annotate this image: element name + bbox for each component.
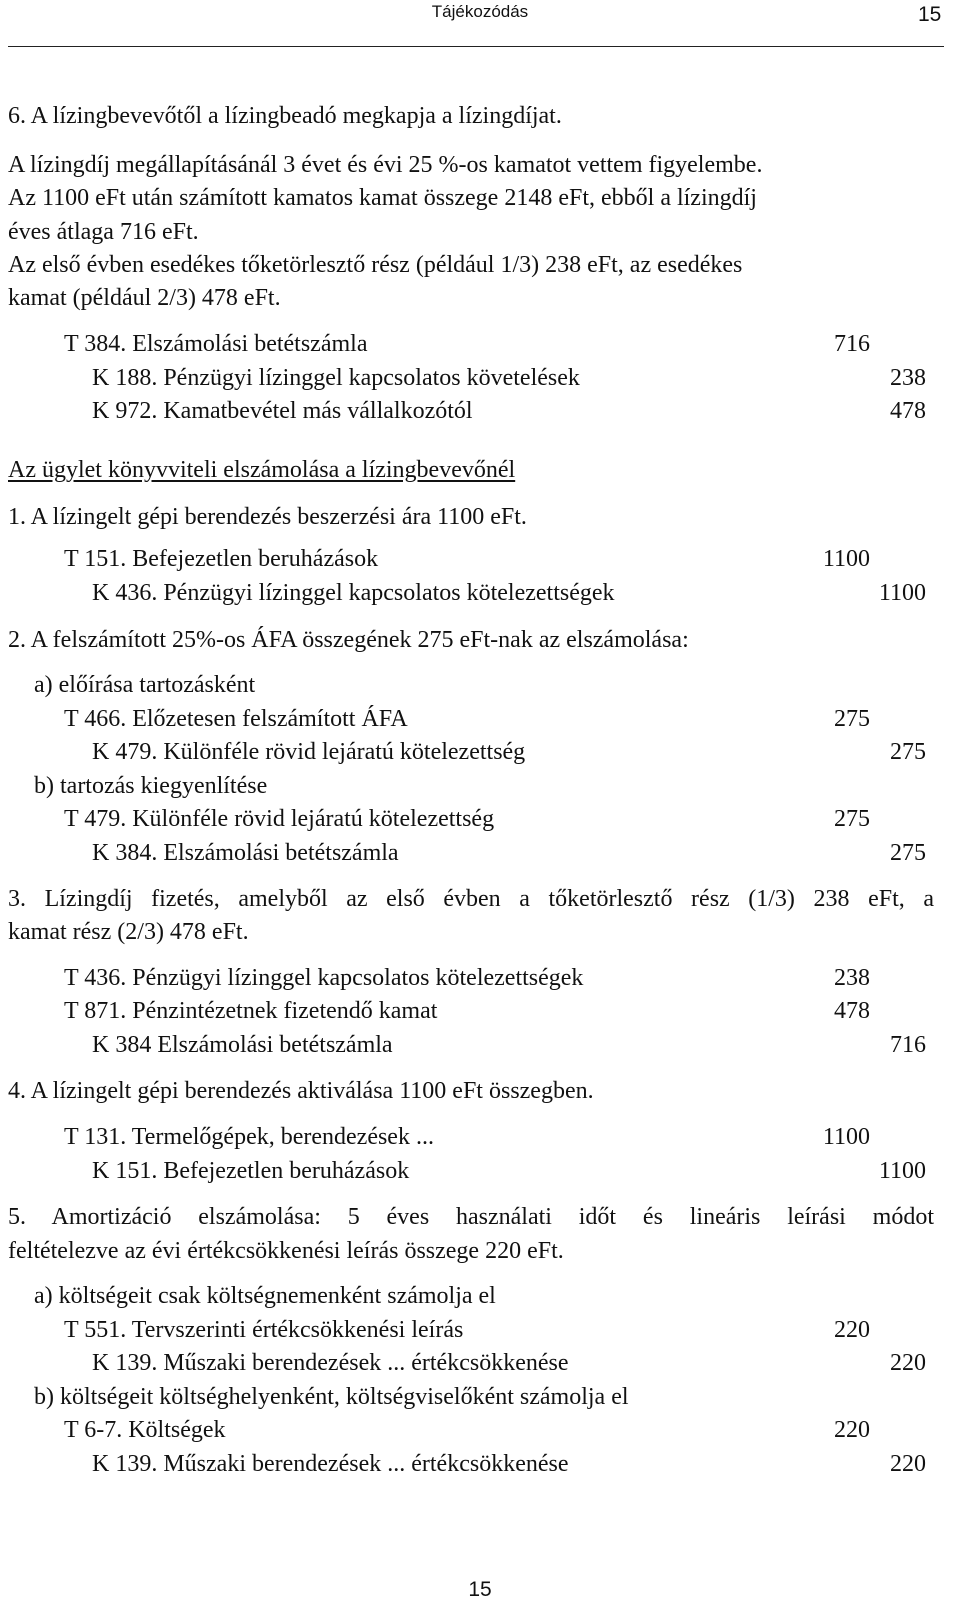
credit-amount: 275 <box>890 739 926 765</box>
entry-account: T 436. Pénzügyi lízinggel kapcsolatos kötelezettségek <box>64 965 584 991</box>
running-header-title: Tájékozódás <box>431 2 529 21</box>
entry-account: K 972. Kamatbevétel más vállalkozótól <box>92 398 473 424</box>
credit-amount: 275 <box>890 840 926 866</box>
item2-heading: 2. A felszámított 25%-os ÁFA összegének 275 eFt-nak az elszámolása: <box>8 627 689 653</box>
credit-amount: 1100 <box>878 580 926 606</box>
entry-account: K 188. Pénzügyi lízinggel kapcsolatos követelések <box>92 365 580 391</box>
intro-line: Az 1100 eFt után számított kamatos kamat összege 2148 eFt, ebből a lízingdíj <box>8 185 757 211</box>
debit-amount: 238 <box>834 965 870 991</box>
entry-account: K 139. Műszaki berendezések ... értékcsökkenése <box>92 1451 569 1477</box>
entry-account: T 551. Tervszerinti értékcsökkenési leírás <box>64 1317 464 1343</box>
item4-heading: 4. A lízingelt gépi berendezés aktiválása 1100 eFt összegben. <box>8 1078 594 1104</box>
entry-account: T 479. Különféle rövid lejáratú kötelezettség <box>64 806 495 832</box>
entry-account: T 384. Elszámolási betétszámla <box>64 331 368 357</box>
credit-amount: 220 <box>890 1350 926 1376</box>
sub-item-a: a) előírása tartozásként <box>34 672 256 698</box>
intro-line: kamat (például 2/3) 478 eFt. <box>8 285 281 311</box>
credit-amount: 238 <box>890 365 926 391</box>
debit-amount: 716 <box>834 331 870 357</box>
entry-account: T 151. Befejezetlen beruházások <box>64 546 379 572</box>
sub-item-b: b) tartozás kiegyenlítése <box>34 773 268 799</box>
entry-account: T 466. Előzetesen felszámított ÁFA <box>64 706 408 732</box>
entry-account: K 384. Elszámolási betétszámla <box>92 840 399 866</box>
entry-account: T 6-7. Költségek <box>64 1417 226 1443</box>
intro-line: A lízingdíj megállapításánál 3 évet és évi 25 %-os kamatot vettem figyelembe. <box>8 152 763 178</box>
entry-account: K 139. Műszaki berendezések ... értékcsökkenése <box>92 1350 569 1376</box>
debit-amount: 275 <box>834 706 870 732</box>
credit-amount: 478 <box>890 398 926 424</box>
entry-account: K 384 Elszámolási betétszámla <box>92 1032 393 1058</box>
debit-amount: 275 <box>834 806 870 832</box>
entry-account: K 151. Befejezetlen beruházások <box>92 1158 410 1184</box>
credit-amount: 716 <box>890 1032 926 1058</box>
entry-account: T 131. Termelőgépek, berendezések ... <box>64 1124 434 1150</box>
credit-amount: 1100 <box>878 1158 926 1184</box>
intro-line: éves átlaga 716 eFt. <box>8 219 199 245</box>
item3-heading: 3. Lízingdíj fizetés, amelyből az első évben a tőketörlesztő rész (1/3) 238 eFt, a <box>8 886 934 912</box>
item1-heading: 1. A lízingelt gépi berendezés beszerzési ára 1100 eFt. <box>8 504 527 530</box>
debit-amount: 220 <box>834 1417 870 1443</box>
item6-heading: 6. A lízingbevevőtől a lízingbeadó megkapja a lízingdíjat. <box>8 103 562 129</box>
header-page-number: 15 <box>918 3 942 26</box>
entry-account: K 436. Pénzügyi lízinggel kapcsolatos kötelezettségek <box>92 580 615 606</box>
item3-heading-cont: kamat rész (2/3) 478 eFt. <box>8 919 249 945</box>
debit-amount: 478 <box>834 998 870 1024</box>
header-divider <box>8 46 944 47</box>
item5-heading-cont: feltételezve az évi értékcsökkenési leírás összege 220 eFt. <box>8 1238 564 1264</box>
credit-amount: 220 <box>890 1451 926 1477</box>
sub-item-a: a) költségeit csak költségnemenként számolja el <box>34 1283 496 1309</box>
item5-heading: 5. Amortizáció elszámolása: 5 éves használati időt és lineáris leírási módot <box>8 1204 934 1230</box>
section-title: Az ügylet könyvviteli elszámolása a lízingbevevőnél <box>8 457 516 483</box>
entry-account: T 871. Pénzintézetnek fizetendő kamat <box>64 998 438 1024</box>
intro-line: Az első évben esedékes tőketörlesztő rész (például 1/3) 238 eFt, az esedékes <box>8 252 743 278</box>
entry-account: K 479. Különféle rövid lejáratú kötelezettség <box>92 739 526 765</box>
sub-item-b: b) költségeit költséghelyenként, költségviselőként számolja el <box>34 1384 629 1410</box>
debit-amount: 1100 <box>822 1124 870 1150</box>
debit-amount: 1100 <box>822 546 870 572</box>
footer-page-number: 15 <box>468 1578 492 1601</box>
debit-amount: 220 <box>834 1317 870 1343</box>
